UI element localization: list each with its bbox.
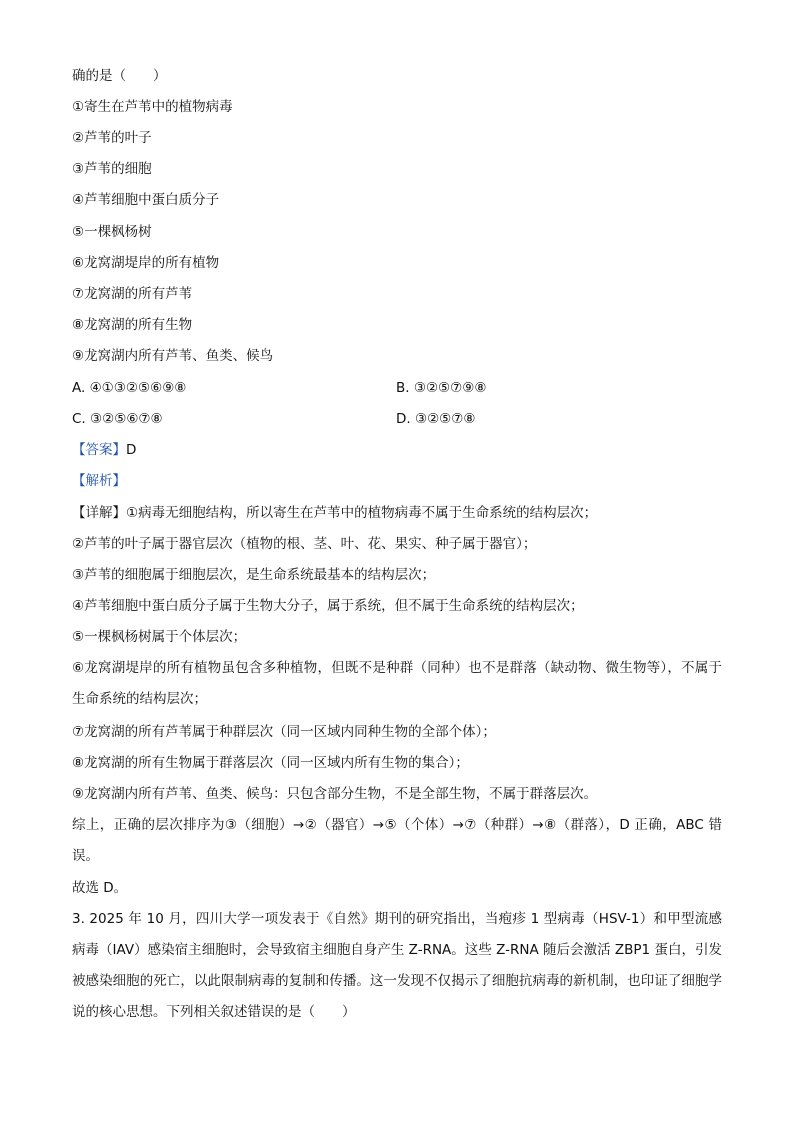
list-item: ③芦苇的细胞 — [72, 161, 152, 177]
answer-tag: 【答案】 — [72, 442, 126, 458]
conclusion-line: 故选 D。 — [72, 880, 128, 896]
list-item: ④芦苇细胞中蛋白质分子 — [72, 192, 220, 208]
option-d: D. ③②⑤⑦⑧ — [396, 411, 476, 427]
detail-line: ③芦苇的细胞属于细胞层次，是生命系统最基本的结构层次； — [72, 567, 436, 583]
option-a: A. ④①③②⑤⑥⑨⑧ — [72, 380, 187, 396]
detail-tag: 【详解】 — [72, 505, 126, 521]
option-c: C. ③②⑤⑥⑦⑧ — [72, 411, 163, 427]
detail-line — [72, 503, 597, 523]
detail-line: ④芦苇细胞中蛋白质分子属于生物大分子，属于系统，但不属于生命系统的结构层次； — [72, 598, 584, 614]
detail-line: ⑤一棵枫杨树属于个体层次； — [72, 629, 247, 645]
list-item: ①寄生在芦苇中的植物病毒 — [72, 99, 233, 115]
answer-line — [72, 440, 136, 460]
question-3-stem: 3. 2025 年 10 月，四川大学一项发表于《自然》期刊的研究指出，当疱疹 1 型病毒（HSV-1）和甲型流感病毒（IAV）感染宿主细胞时，会导致宿主细胞自身产生 Z-RNA。这些 Z-RNA 随后会激活 ZBP1 蛋白，引发被感染细胞的死亡，以此限制病毒的复制和传播。这一发现不仅揭示了细胞抗病毒的新机制，也印证了细胞学说的核心思想。下列相关叙述错误的是（ ） — [72, 911, 722, 1020]
list-item: ⑤一棵枫杨树 — [72, 224, 152, 240]
option-b: B. ③②⑤⑦⑨⑧ — [396, 380, 487, 396]
question-stem-tail: 确的是（ ） — [72, 68, 167, 84]
detail-line: ⑧龙窝湖的所有生物属于群落层次（同一区域内所有生物的集合）； — [72, 755, 469, 771]
list-item: ⑨龙窝湖内所有芦苇、鱼类、候鸟 — [72, 348, 274, 364]
analysis-tag: 【解析】 — [72, 473, 126, 489]
detail-line: ⑥龙窝湖堤岸的所有植物虽包含多种植物，但既不是种群（同种）也不是群落（缺动物、微生物等），不属于生命系统的结构层次； — [72, 660, 722, 707]
detail-line: ⑦龙窝湖的所有芦苇属于种群层次（同一区域内同种生物的全部个体）； — [72, 724, 496, 740]
detail-text: ①病毒无细胞结构，所以寄生在芦苇中的植物病毒不属于生命系统的结构层次； — [126, 505, 598, 521]
answer-value: D — [126, 442, 137, 458]
detail-line: ②芦苇的叶子属于器官层次（植物的根、茎、叶、花、果实、种子属于器官）； — [72, 536, 537, 552]
list-item: ⑥龙窝湖堤岸的所有植物 — [72, 255, 220, 271]
list-item: ②芦苇的叶子 — [72, 130, 152, 146]
detail-line: ⑨龙窝湖内所有芦苇、鱼类、候鸟：只包含部分生物，不是全部生物，不属于群落层次。 — [72, 786, 598, 802]
list-item: ⑧龙窝湖的所有生物 — [72, 317, 193, 333]
analysis-tag-line — [72, 471, 126, 491]
list-item: ⑦龙窝湖的所有芦苇 — [72, 286, 193, 302]
summary-line: 综上，正确的层次排序为③（细胞）→②（器官）→⑤（个体）→⑦（种群）→⑧（群落），D 正确，ABC 错误。 — [72, 817, 722, 864]
